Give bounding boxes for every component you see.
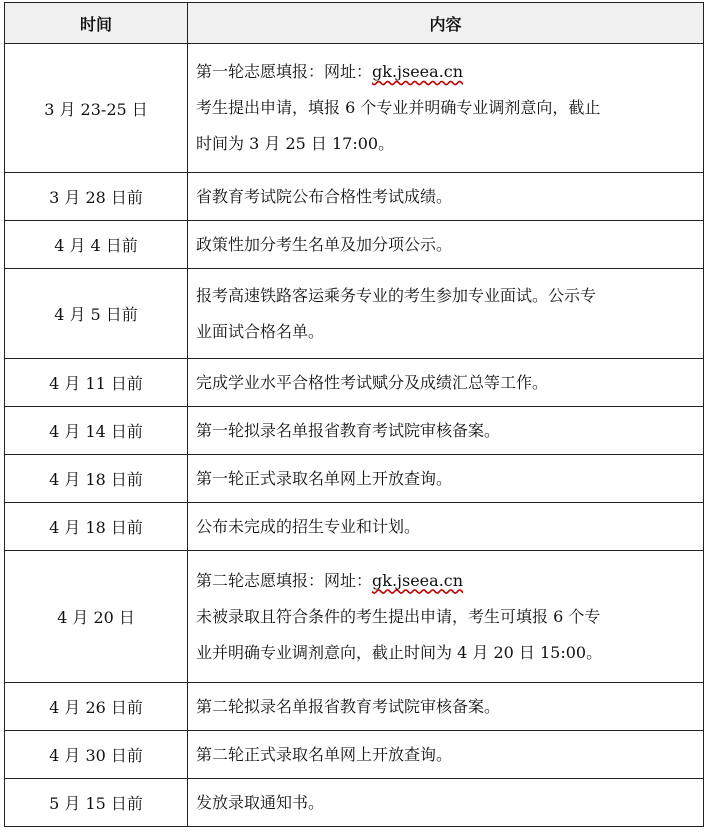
row-content <box>188 173 704 221</box>
table-row <box>5 269 704 359</box>
content-line: 第二轮正式录取名单网上开放查询。 <box>196 744 453 764</box>
content-line: 第一轮正式录取名单网上开放查询。 <box>196 468 453 488</box>
header-time: 时间 <box>5 3 188 44</box>
content-line: 政策性加分考生名单及加分项公示。 <box>196 234 453 254</box>
table-row <box>5 221 704 269</box>
row-time: 4 月 20 日 <box>5 551 188 683</box>
content-line: 第一轮志愿填报：网址：gk.jseea.cn <box>196 62 464 81</box>
website-url: gk.jseea.cn <box>372 570 464 590</box>
table-row <box>5 779 704 827</box>
row-time: 3 月 23-25 日 <box>5 44 188 173</box>
table-row <box>5 551 704 683</box>
row-content <box>188 779 704 827</box>
schedule-table <box>4 2 704 827</box>
row-content <box>188 269 704 359</box>
row-time: 3 月 28 日前 <box>5 173 188 221</box>
content-line: 第二轮志愿填报：网址：gk.jseea.cn <box>196 570 464 590</box>
row-time: 4 月 14 日前 <box>5 407 188 455</box>
content-line: 第二轮拟录名单报省教育考试院审核备案。 <box>196 696 501 716</box>
table-row <box>5 683 704 731</box>
row-content <box>188 455 704 503</box>
content-line: 省教育考试院公布合格性考试成绩。 <box>196 186 453 206</box>
header-content: 内容 <box>188 3 704 44</box>
content-line: 报考高速铁路客运乘务专业的考生参加专业面试。公示专 <box>196 285 597 305</box>
table-row <box>5 359 704 407</box>
row-content <box>188 503 704 551</box>
row-time: 4 月 30 日前 <box>5 731 188 779</box>
website-url: gk.jseea.cn <box>372 62 464 81</box>
row-time: 4 月 26 日前 <box>5 683 188 731</box>
content-line: 发放录取通知书。 <box>196 792 325 812</box>
content-line: 时间为 3 月 25 日 17:00。 <box>196 134 395 153</box>
row-time: 5 月 15 日前 <box>5 779 188 827</box>
row-content <box>188 221 704 269</box>
row-content <box>188 683 704 731</box>
row-content <box>188 551 704 683</box>
row-time: 4 月 18 日前 <box>5 455 188 503</box>
table-row <box>5 173 704 221</box>
table-row <box>5 407 704 455</box>
table-header-row <box>5 3 704 44</box>
row-time: 4 月 4 日前 <box>5 221 188 269</box>
row-content <box>188 731 704 779</box>
content-line: 未被录取且符合条件的考生提出申请，考生可填报 6 个专 <box>196 606 601 626</box>
content-line: 完成学业水平合格性考试赋分及成绩汇总等工作。 <box>196 372 549 392</box>
row-time: 4 月 18 日前 <box>5 503 188 551</box>
row-content <box>188 44 704 173</box>
row-time: 4 月 11 日前 <box>5 359 188 407</box>
content-line: 业面试合格名单。 <box>196 321 325 341</box>
table-row <box>5 455 704 503</box>
row-time: 4 月 5 日前 <box>5 269 188 359</box>
row-content <box>188 407 704 455</box>
content-line: 考生提出申请，填报 6 个专业并明确专业调剂意向，截止 <box>196 98 601 117</box>
table-row <box>5 731 704 779</box>
row-content <box>188 359 704 407</box>
content-line: 公布未完成的招生专业和计划。 <box>196 516 421 536</box>
table-row <box>5 44 704 173</box>
content-line: 第一轮拟录名单报省教育考试院审核备案。 <box>196 420 501 440</box>
content-line: 业并明确专业调剂意向，截止时间为 4 月 20 日 15:00。 <box>196 642 603 662</box>
table-row <box>5 503 704 551</box>
